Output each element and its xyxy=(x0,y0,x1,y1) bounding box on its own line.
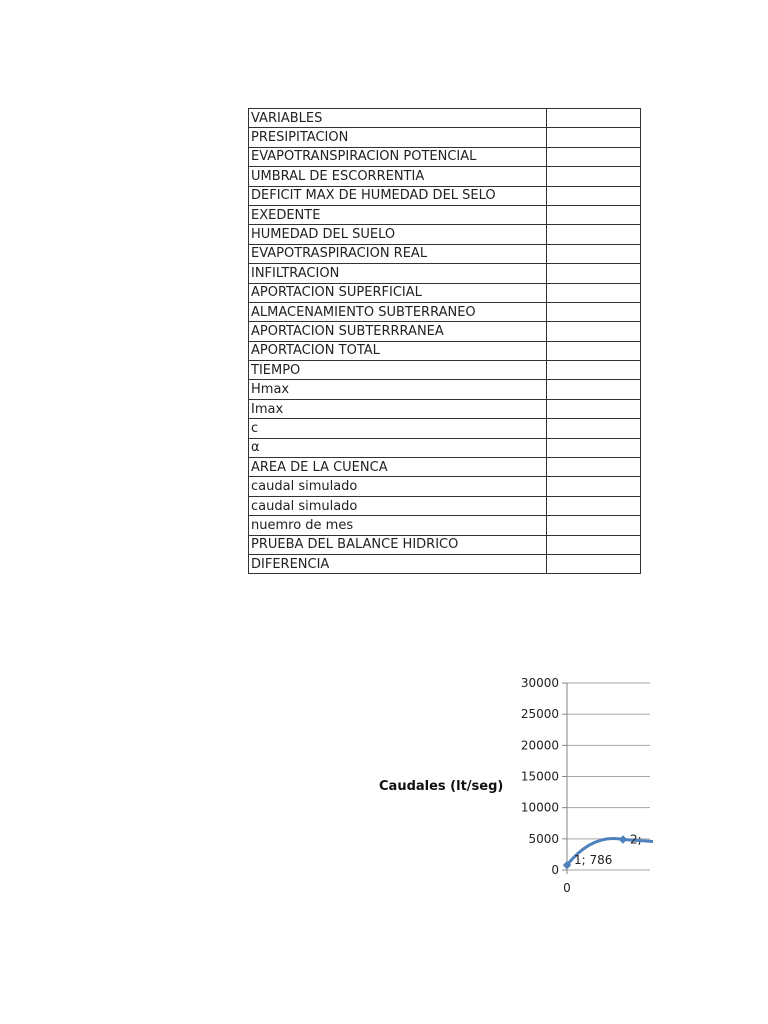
variable-value-cell[interactable] xyxy=(547,186,641,205)
caudales-chart xyxy=(360,660,640,910)
data-point-label: 2; xyxy=(630,832,642,847)
variable-value-cell[interactable] xyxy=(547,283,641,302)
table-row xyxy=(249,419,641,438)
variable-name-cell[interactable]: HUMEDAD DEL SUELO xyxy=(249,225,547,244)
table-row xyxy=(249,535,641,554)
variable-value-cell[interactable] xyxy=(547,399,641,418)
variable-name-cell[interactable]: AREA DE LA CUENCA xyxy=(249,458,547,477)
y-tick-labels xyxy=(521,676,571,895)
variable-name-cell[interactable]: INFILTRACION xyxy=(249,264,547,283)
variable-value-cell[interactable] xyxy=(547,458,641,477)
y-tick-label: 10000 xyxy=(520,800,559,815)
variable-name-cell[interactable]: EVAPOTRANSPIRACION POTENCIAL xyxy=(249,147,547,166)
variable-name-cell[interactable]: c xyxy=(249,419,547,438)
table-row xyxy=(249,186,641,205)
variable-value-cell[interactable] xyxy=(547,496,641,515)
variable-value-cell[interactable] xyxy=(547,225,641,244)
variable-value-cell[interactable] xyxy=(547,244,641,263)
table-row xyxy=(249,554,641,573)
y-tick-label: 15000 xyxy=(520,769,559,784)
table-row xyxy=(249,109,641,128)
variable-name-cell[interactable]: α xyxy=(249,438,547,457)
variable-name-cell[interactable]: caudal simulado xyxy=(249,477,547,496)
variable-value-cell[interactable] xyxy=(547,264,641,283)
table-row xyxy=(249,458,641,477)
table-row xyxy=(249,302,641,321)
y-axis-title: Caudales (lt/seg) xyxy=(379,779,504,794)
variable-name-cell[interactable]: Imax xyxy=(249,399,547,418)
table-row xyxy=(249,341,641,360)
table-row xyxy=(249,322,641,341)
data-point-label: 1; 786 xyxy=(574,853,613,868)
variable-value-cell[interactable] xyxy=(547,477,641,496)
variable-value-cell[interactable] xyxy=(547,535,641,554)
variable-name-cell[interactable]: EXEDENTE xyxy=(249,205,547,224)
variable-value-cell[interactable] xyxy=(547,147,641,166)
y-tick-label: 30000 xyxy=(520,676,559,690)
variable-value-cell[interactable] xyxy=(547,128,641,147)
table-row xyxy=(249,167,641,186)
variable-value-cell[interactable] xyxy=(547,419,641,438)
variable-value-cell[interactable] xyxy=(547,380,641,399)
table-row xyxy=(249,496,641,515)
table-row xyxy=(249,380,641,399)
table-row xyxy=(249,128,641,147)
variable-name-cell[interactable]: Hmax xyxy=(249,380,547,399)
table-row xyxy=(249,205,641,224)
table-row xyxy=(249,283,641,302)
variable-value-cell[interactable] xyxy=(547,341,641,360)
table-row xyxy=(249,399,641,418)
variable-name-cell[interactable]: nuemro de mes xyxy=(249,516,547,535)
variable-value-cell[interactable] xyxy=(547,322,641,341)
variable-value-cell[interactable] xyxy=(547,554,641,573)
table-row xyxy=(249,477,641,496)
chart-canvas xyxy=(360,660,640,910)
table-row xyxy=(249,516,641,535)
variable-name-cell[interactable]: APORTACION SUBTERRRANEA xyxy=(249,322,547,341)
table-row xyxy=(249,147,641,166)
variable-value-cell[interactable] xyxy=(547,205,641,224)
table-row xyxy=(249,361,641,380)
table-row xyxy=(249,438,641,457)
variable-name-cell[interactable]: TIEMPO xyxy=(249,361,547,380)
variable-value-cell[interactable] xyxy=(547,516,641,535)
variables-table-body xyxy=(249,109,641,574)
variable-name-cell[interactable]: UMBRAL DE ESCORRENTIA xyxy=(249,167,547,186)
y-tick-label: 5000 xyxy=(528,831,559,846)
variable-value-cell[interactable] xyxy=(547,361,641,380)
variable-name-cell[interactable]: APORTACION SUPERFICIAL xyxy=(249,283,547,302)
variable-name-cell[interactable]: caudal simulado xyxy=(249,496,547,515)
series-line xyxy=(563,832,653,869)
table-row xyxy=(249,244,641,263)
variable-name-cell[interactable]: DIFERENCIA xyxy=(249,554,547,573)
variable-value-cell[interactable] xyxy=(547,167,641,186)
variable-value-cell[interactable] xyxy=(547,302,641,321)
variable-value-cell[interactable] xyxy=(547,438,641,457)
variable-name-cell[interactable]: EVAPOTRASPIRACION REAL xyxy=(249,244,547,263)
y-tick-label: 25000 xyxy=(520,707,559,722)
table-row xyxy=(249,225,641,244)
data-point-marker[interactable] xyxy=(619,835,627,843)
variable-name-cell[interactable]: APORTACION TOTAL xyxy=(249,341,547,360)
y-tick-label: 20000 xyxy=(520,738,559,753)
variables-table xyxy=(248,108,641,574)
variable-name-cell[interactable]: VARIABLES xyxy=(249,109,547,128)
y-tick-label: 0 xyxy=(551,863,559,877)
x-tick-label: 0 xyxy=(563,881,571,895)
variable-name-cell[interactable]: DEFICIT MAX DE HUMEDAD DEL SELO xyxy=(249,186,547,205)
variable-name-cell[interactable]: PRESIPITACION xyxy=(249,128,547,147)
variable-name-cell[interactable]: PRUEBA DEL BALANCE HIDRICO xyxy=(249,535,547,554)
table-row xyxy=(249,264,641,283)
variable-name-cell[interactable]: ALMACENAMIENTO SUBTERRANEO xyxy=(249,302,547,321)
variable-value-cell[interactable] xyxy=(547,109,641,128)
